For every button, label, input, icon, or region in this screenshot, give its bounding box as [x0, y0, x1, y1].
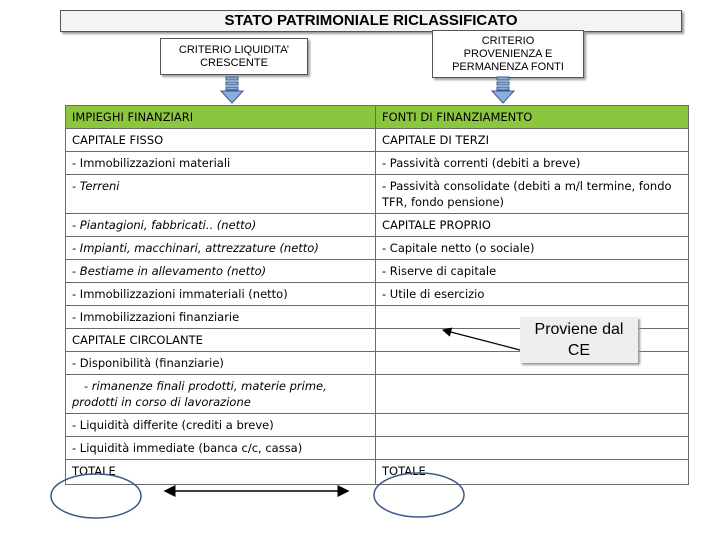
table-cell: [66, 375, 376, 414]
table-row: [66, 414, 689, 437]
criterion-right-box: [432, 30, 584, 78]
page-title: STATO PATRIMONIALE RICLASSIFICATO: [60, 10, 682, 32]
table-row: [66, 237, 689, 260]
table-row: [66, 260, 689, 283]
table-cell: - Utile di esercizio: [376, 283, 689, 306]
table-cell: [376, 375, 689, 414]
table-cell: [376, 414, 689, 437]
table-row: [66, 129, 689, 152]
callout-box: Proviene dal CE: [520, 317, 638, 363]
criterion-left-box: [160, 38, 308, 75]
table-cell: CAPITALE DI TERZI: [376, 129, 689, 152]
table-cell: - Immobilizzazioni materiali: [66, 152, 376, 175]
down-arrow-left-icon: [219, 76, 245, 104]
rimanenze-text: - rimanenze finali prodotti, materie prime, prodotti in corso di lavorazione: [72, 379, 327, 409]
table-cell: - Riserve di capitale: [376, 260, 689, 283]
table-cell: - Terreni: [66, 175, 376, 214]
table-row: [66, 152, 689, 175]
table-cell: - Bestiame in allevamento (netto): [66, 260, 376, 283]
table-cell: - Immobilizzazioni finanziarie: [66, 306, 376, 329]
table-total-row: [66, 460, 689, 485]
table-cell: CAPITALE PROPRIO: [376, 214, 689, 237]
table-row: [66, 283, 689, 306]
table-cell: - Liquidità differite (crediti a breve): [66, 414, 376, 437]
total-left: TOTALE: [66, 460, 376, 485]
table-cell: - Piantagioni, fabbricati.. (netto): [66, 214, 376, 237]
balance-sheet-table: [65, 105, 689, 485]
header-fonti: FONTI DI FINANZIAMENTO: [376, 106, 689, 129]
table-cell: - Immobilizzazioni immateriali (netto): [66, 283, 376, 306]
header-impieghi: IMPIEGHI FINANZIARI: [66, 106, 376, 129]
table-cell: - Liquidità immediate (banca c/c, cassa): [66, 437, 376, 460]
table-cell: CAPITALE FISSO: [66, 129, 376, 152]
table-cell: [376, 437, 689, 460]
table-cell: - Passività consolidate (debiti a m/l termine, fondo TFR, fondo pensione): [376, 175, 689, 214]
table-cell: - Disponibilità (finanziarie): [66, 352, 376, 375]
table-row: [66, 175, 689, 214]
table-cell: - Capitale netto (o sociale): [376, 237, 689, 260]
table-row: [66, 437, 689, 460]
table-cell: CAPITALE CIRCOLANTE: [66, 329, 376, 352]
table-row: [66, 375, 689, 414]
total-right: TOTALE: [376, 460, 689, 485]
table-cell: - Passività correnti (debiti a breve): [376, 152, 689, 175]
criterion-left-label: CRITERIO LIQUIDITA’ CRESCENTE: [178, 43, 290, 69]
criterion-right-label: CRITERIO PROVENIENZA E PERMANENZA FONTI: [452, 34, 564, 73]
table-cell: - Impianti, macchinari, attrezzature (netto): [66, 237, 376, 260]
down-arrow-right-icon: [490, 76, 516, 104]
table-row: [66, 214, 689, 237]
table-header-row: [66, 106, 689, 129]
